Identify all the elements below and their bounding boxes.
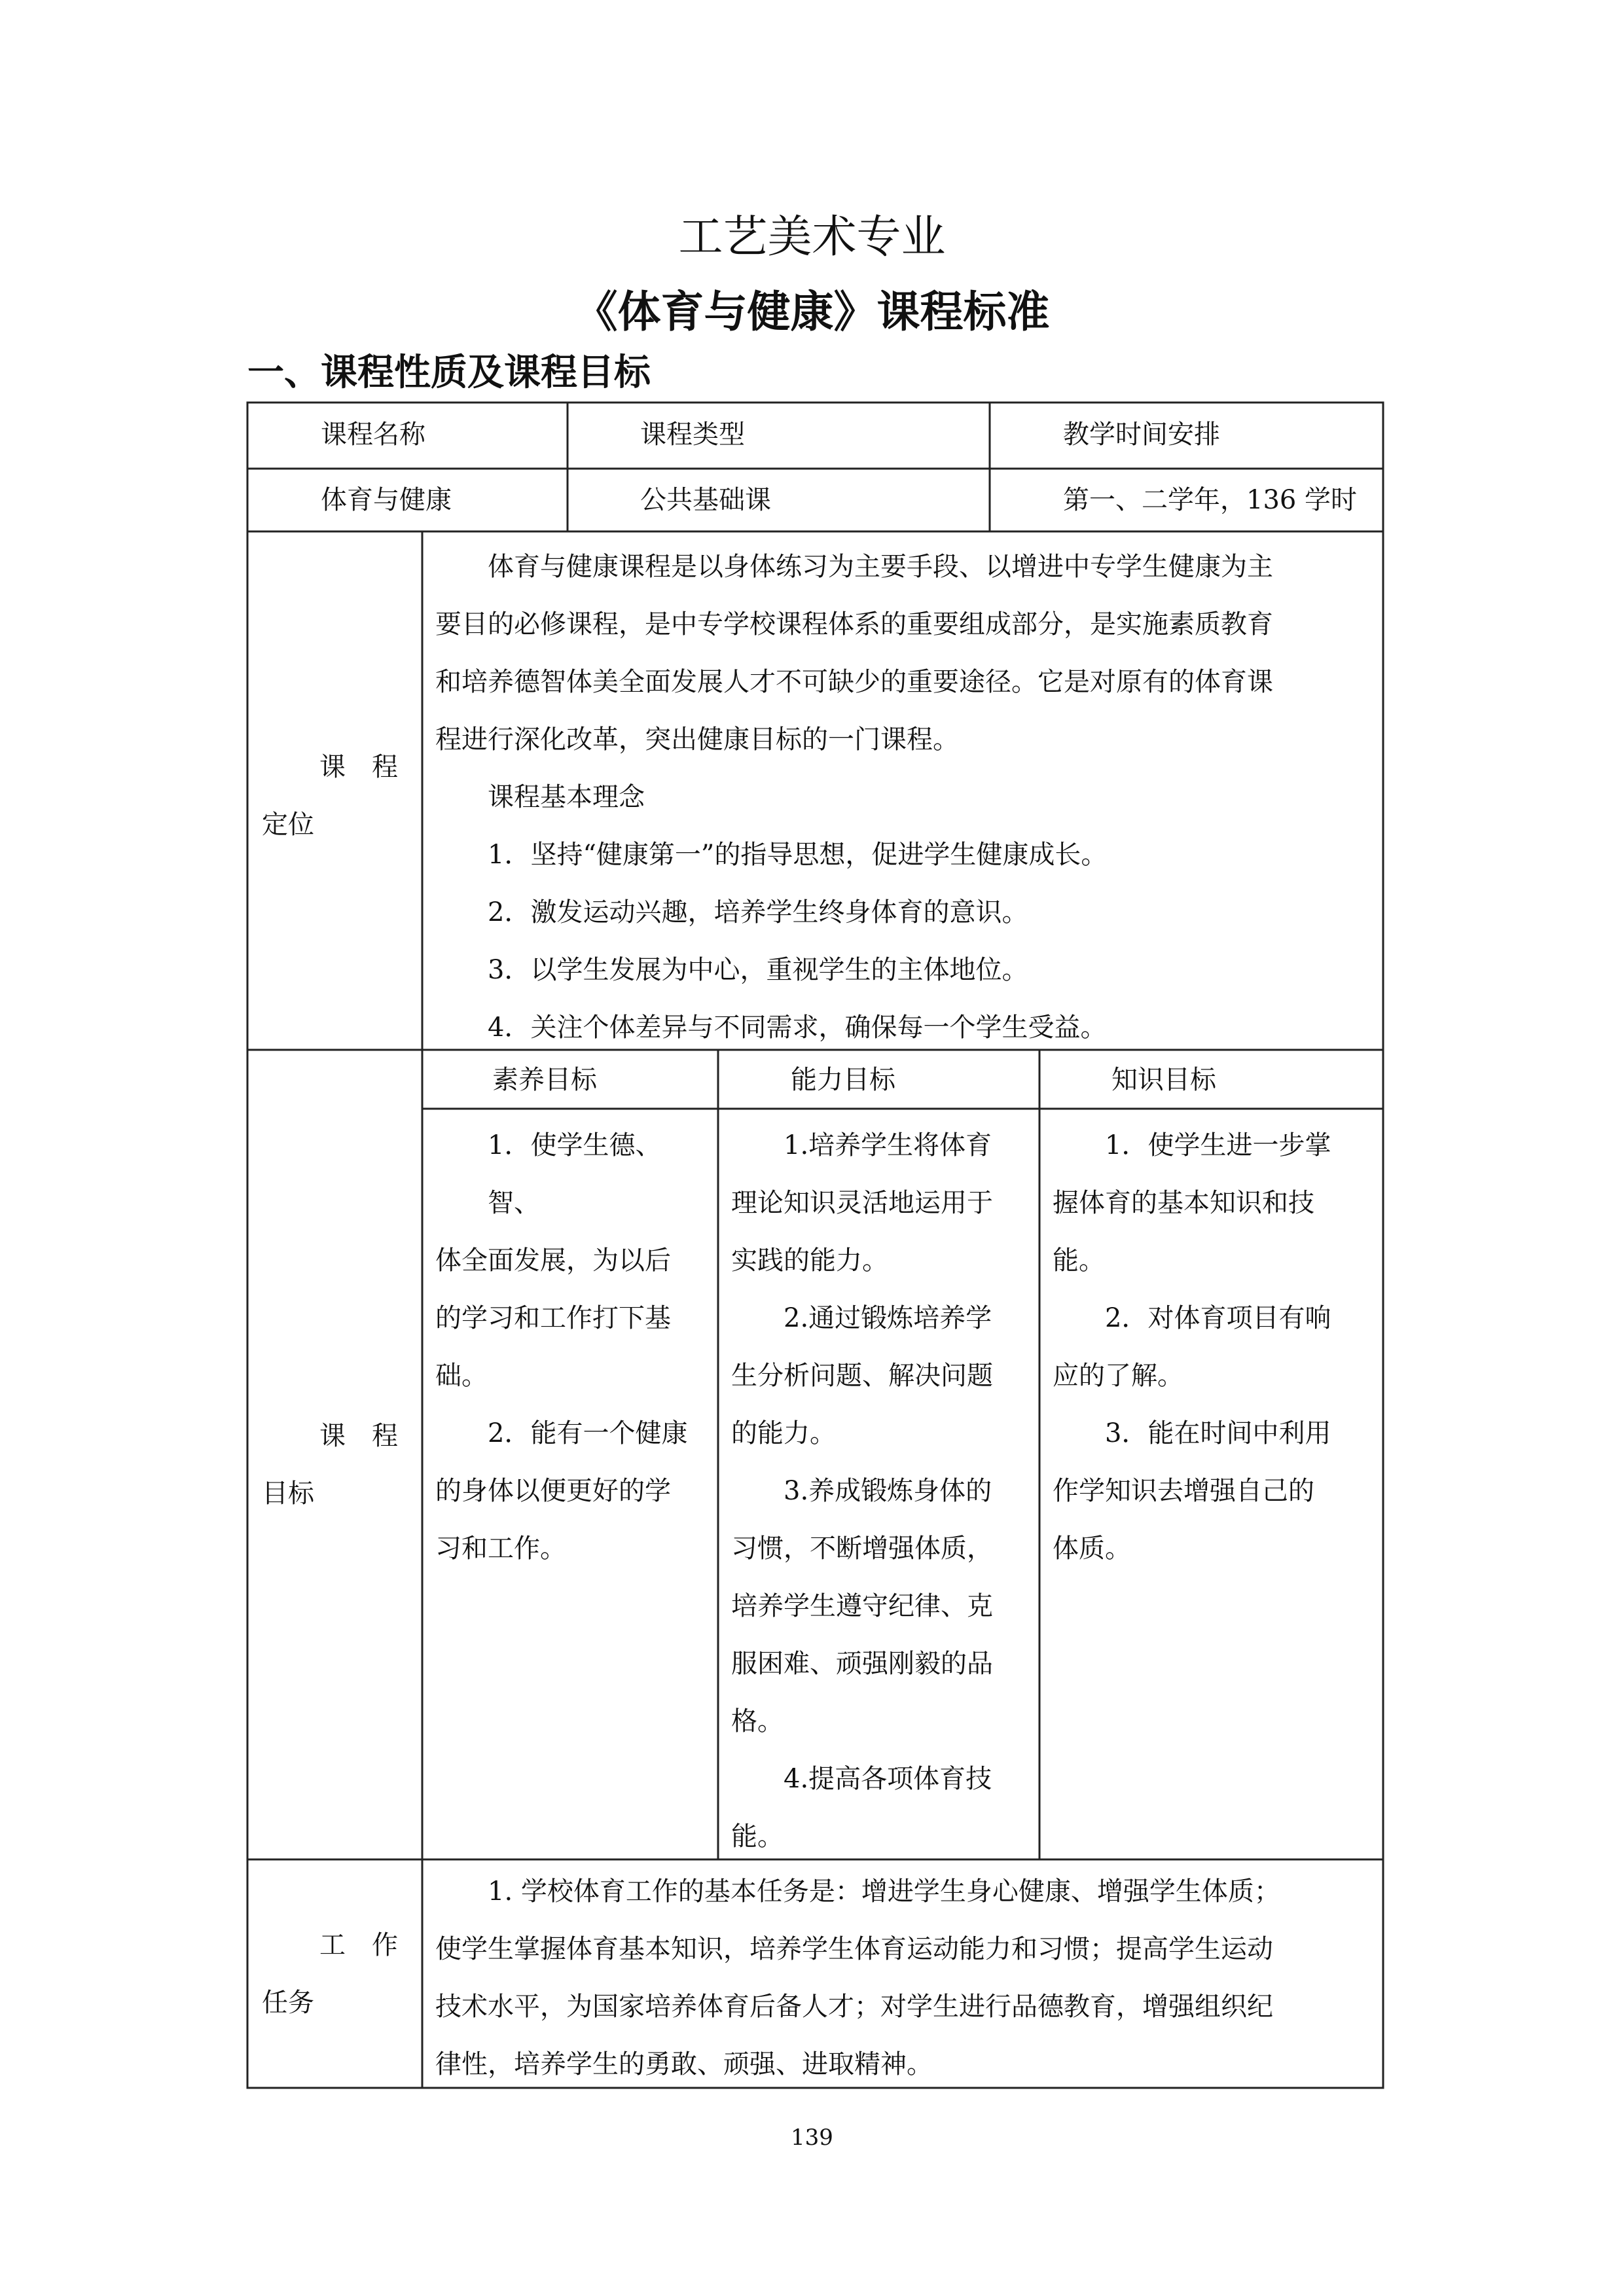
page-title-course: 《体育与健康》课程标准 — [574, 287, 1050, 337]
ability-line: 1.培养学生将体育 — [784, 1130, 992, 1160]
ability-line: 理论知识灵活地运用于 — [731, 1188, 993, 1218]
knowledge-line: 3．能在时间中利用 — [1105, 1418, 1331, 1448]
positioning-line: 和培养德智体美全面发展人才不可缺少的重要途径。它是对原有的体育课 — [435, 667, 1273, 697]
tasks-content — [435, 1863, 1378, 2093]
objectives-header-knowledge: 知识目标 — [1111, 1065, 1216, 1095]
knowledge-line: 体质。 — [1053, 1534, 1131, 1564]
header-course-type: 课程类型 — [640, 420, 745, 450]
knowledge-line: 2．对体育项目有响 — [1105, 1303, 1331, 1333]
concept-item: 3．以学生发展为中心，重视学生的主体地位。 — [488, 955, 1028, 985]
literacy-line: 的学习和工作打下基 — [435, 1303, 671, 1333]
objectives-header-ability: 能力目标 — [791, 1065, 895, 1095]
knowledge-line: 作学知识去增强自己的 — [1053, 1476, 1314, 1506]
knowledge-objectives — [1053, 1117, 1380, 1577]
ability-line: 格。 — [731, 1706, 784, 1736]
tasks-line: 技术水平，为国家培养体育后备人才；对学生进行品德教育，增强组织纪 — [435, 1992, 1273, 2022]
knowledge-line: 能。 — [1053, 1246, 1105, 1276]
ability-line: 实践的能力。 — [731, 1246, 888, 1276]
ability-line: 习惯，不断增强体质， — [731, 1534, 993, 1564]
literacy-line: 2．能有一个健康 — [488, 1418, 688, 1448]
ability-line: 2.通过锻炼培养学 — [784, 1303, 992, 1333]
ability-line: 服困难、顽强刚毅的品 — [731, 1649, 993, 1679]
page-number: 139 — [791, 2125, 833, 2151]
page-title-major: 工艺美术专业 — [678, 211, 946, 263]
knowledge-line: 1．使学生进一步掌 — [1105, 1130, 1331, 1160]
literacy-line: 1．使学生德、智、 — [488, 1130, 662, 1218]
positioning-label-top: 课 程 — [319, 752, 398, 782]
knowledge-line: 应的了解。 — [1053, 1361, 1183, 1391]
literacy-line: 体全面发展，为以后 — [435, 1246, 671, 1276]
positioning-line: 要目的必修课程，是中专学校课程体系的重要组成部分，是实施素质教育 — [435, 609, 1273, 639]
literacy-line: 础。 — [435, 1361, 488, 1391]
literacy-line: 的身体以便更好的学 — [435, 1476, 671, 1506]
tasks-line: 1. 学校体育工作的基本任务是：增进学生身心健康、增强学生体质； — [488, 1876, 1280, 1907]
concept-item: 1．坚持“健康第一”的指导思想，促进学生健康成长。 — [488, 840, 1108, 870]
concept-item: 4．关注个体差异与不同需求，确保每一个学生受益。 — [488, 1013, 1107, 1043]
ability-line: 的能力。 — [731, 1418, 836, 1448]
literacy-objectives — [435, 1117, 713, 1577]
tasks-line: 律性，培养学生的勇敢、顽强、进取精神。 — [435, 2049, 933, 2079]
ability-line: 能。 — [731, 1821, 784, 1852]
course-name-value: 体育与健康 — [321, 485, 452, 515]
literacy-line: 习和工作。 — [435, 1534, 566, 1564]
positioning-content — [435, 538, 1378, 1056]
course-type-value: 公共基础课 — [640, 485, 771, 515]
header-course-name: 课程名称 — [321, 420, 425, 450]
ability-line: 生分析问题、解决问题 — [731, 1361, 993, 1391]
tasks-line: 使学生掌握体育基本知识，培养学生体育运动能力和习惯；提高学生运动 — [435, 1934, 1273, 1964]
objectives-header-literacy: 素养目标 — [492, 1065, 597, 1095]
ability-line: 3.养成锻炼身体的 — [784, 1476, 992, 1506]
ability-objectives — [731, 1117, 1036, 1865]
objectives-label-top: 课 程 — [319, 1421, 398, 1451]
schedule-value: 第一、二学年，136 学时 — [1063, 485, 1358, 515]
positioning-label-bottom: 定位 — [262, 810, 314, 840]
objectives-label-bottom: 目标 — [262, 1479, 314, 1509]
section-heading: 一、课程性质及课程目标 — [247, 351, 651, 394]
tasks-label-bottom: 任务 — [262, 1988, 314, 2018]
knowledge-line: 握体育的基本知识和技 — [1053, 1188, 1314, 1218]
concept-item: 2．激发运动兴趣，培养学生终身体育的意识。 — [488, 897, 1028, 927]
ability-line: 4.提高各项体育技 — [784, 1764, 992, 1794]
ability-line: 培养学生遵守纪律、克 — [731, 1591, 993, 1621]
header-schedule: 教学时间安排 — [1063, 420, 1220, 450]
positioning-line: 体育与健康课程是以身体练习为主要手段、以增进中专学生健康为主 — [488, 552, 1273, 582]
concept-title: 课程基本理念 — [488, 782, 645, 812]
positioning-line: 程进行深化改革，突出健康目标的一门课程。 — [435, 725, 959, 755]
tasks-label-top: 工 作 — [319, 1930, 398, 1960]
